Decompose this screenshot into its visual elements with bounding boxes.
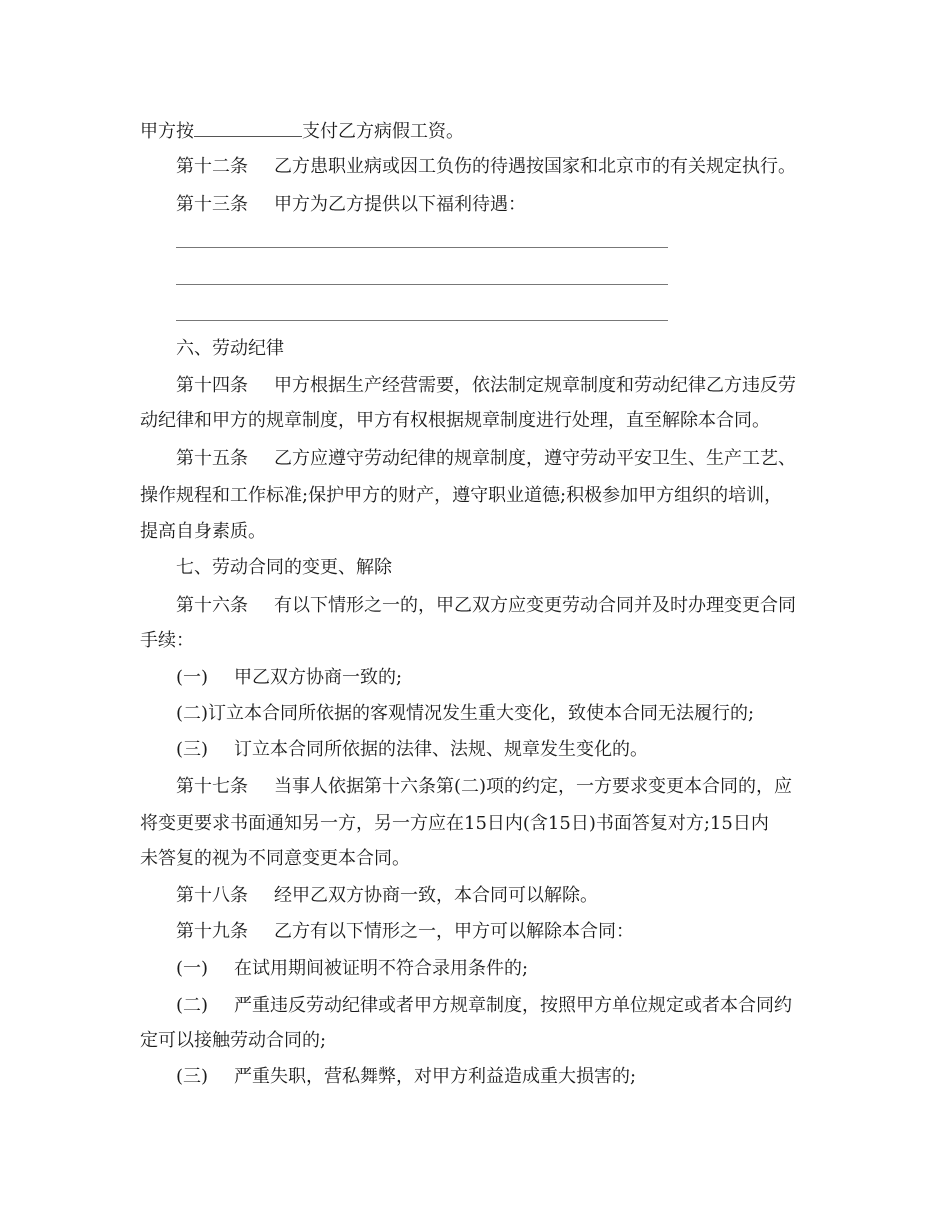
article-17-line-2: 将变更要求书面通知另一方，另一方应在15日内(含15日)书面答复对方;15日内 xyxy=(140,813,769,834)
article-16-line-2: 手续： xyxy=(140,630,194,651)
article-14-number: 第十四条 xyxy=(176,375,248,396)
item-text: 严重失职，营私舞弊，对甲方利益造成重大损害的; xyxy=(234,1066,637,1087)
item-text: 在试用期间被证明不符合录用条件的; xyxy=(234,958,529,979)
item-marker: (一) xyxy=(176,958,209,979)
article-19-item-1 xyxy=(176,950,820,987)
article-15-text: 乙方应遵守劳动纪律的规章制度，遵守劳动平安卫生、生产工艺、 xyxy=(274,448,796,469)
article-17-text: 当事人依据第十六条第(二)项的约定，一方要求变更本合同的，应 xyxy=(274,776,793,797)
article-16-number: 第十六条 xyxy=(176,595,248,616)
article-17-line-1 xyxy=(176,768,820,805)
benefits-blank-line-3[interactable] xyxy=(176,320,668,321)
article-13 xyxy=(176,186,820,223)
article-19-number: 第十九条 xyxy=(176,921,248,942)
benefits-blank-line-2[interactable] xyxy=(176,284,668,285)
article-19-item-2-line-1 xyxy=(176,987,820,1024)
article-19 xyxy=(176,913,820,950)
article-17-number: 第十七条 xyxy=(176,776,248,797)
item-text: 甲乙双方协商一致的; xyxy=(234,667,403,688)
item-text: 订立本合同所依据的法律、法规、规章发生变化的。 xyxy=(234,739,649,760)
sick-pay-prefix: 甲方按 xyxy=(140,121,194,142)
item-marker: (二) xyxy=(176,995,209,1016)
section-7-heading: 七、劳动合同的变更、解除 xyxy=(176,557,392,578)
article-16-line-1 xyxy=(176,587,820,624)
article-15-line-1 xyxy=(176,440,820,477)
sick-pay-line xyxy=(140,113,820,150)
benefits-blank-line-1[interactable] xyxy=(176,247,668,248)
article-14-line-1 xyxy=(176,367,820,404)
article-13-text: 甲方为乙方提供以下福利待遇： xyxy=(274,194,526,215)
item-marker: (一) xyxy=(176,667,209,688)
section-6-heading: 六、劳动纪律 xyxy=(176,338,284,359)
article-14-line-2: 动纪律和甲方的规章制度，甲方有权根据规章制度进行处理，直至解除本合同。 xyxy=(140,410,770,431)
article-19-item-2-line-2: 定可以接触劳动合同的; xyxy=(140,1030,327,1051)
item-marker: (三) xyxy=(176,739,209,760)
article-17-line-3: 未答复的视为不同意变更本合同。 xyxy=(140,848,410,869)
article-15-line-2: 操作规程和工作标准;保护甲方的财产，遵守职业道德;积极参加甲方组织的培训， xyxy=(140,485,783,506)
article-12-number: 第十二条 xyxy=(176,156,248,177)
article-18-text: 经甲乙双方协商一致，本合同可以解除。 xyxy=(274,885,598,906)
article-19-item-3 xyxy=(176,1058,820,1095)
article-15-number: 第十五条 xyxy=(176,448,248,469)
article-18-number: 第十八条 xyxy=(176,885,248,906)
article-15-line-3: 提高自身素质。 xyxy=(140,521,266,542)
article-16-item-3 xyxy=(176,731,820,768)
sick-pay-blank[interactable] xyxy=(194,135,302,137)
article-13-number: 第十三条 xyxy=(176,194,248,215)
sick-pay-suffix: 支付乙方病假工资。 xyxy=(302,121,464,142)
item-text: 严重违反劳动纪律或者甲方规章制度，按照甲方单位规定或者本合同约 xyxy=(234,995,793,1016)
article-19-text: 乙方有以下情形之一，甲方可以解除本合同： xyxy=(274,921,634,942)
article-14-text: 甲方根据生产经营需要，依法制定规章制度和劳动纪律乙方违反劳 xyxy=(274,375,796,396)
article-12 xyxy=(176,148,820,185)
item-marker: (三) xyxy=(176,1066,209,1087)
article-16-item-2: (二)订立本合同所依据的客观情况发生重大变化，致使本合同无法履行的; xyxy=(176,703,755,724)
article-18 xyxy=(176,877,820,914)
article-16-item-1 xyxy=(176,659,820,696)
article-12-text: 乙方患职业病或因工负伤的待遇按国家和北京市的有关规定执行。 xyxy=(274,156,796,177)
article-16-text: 有以下情形之一的，甲乙双方应变更劳动合同并及时办理变更合同 xyxy=(274,595,796,616)
